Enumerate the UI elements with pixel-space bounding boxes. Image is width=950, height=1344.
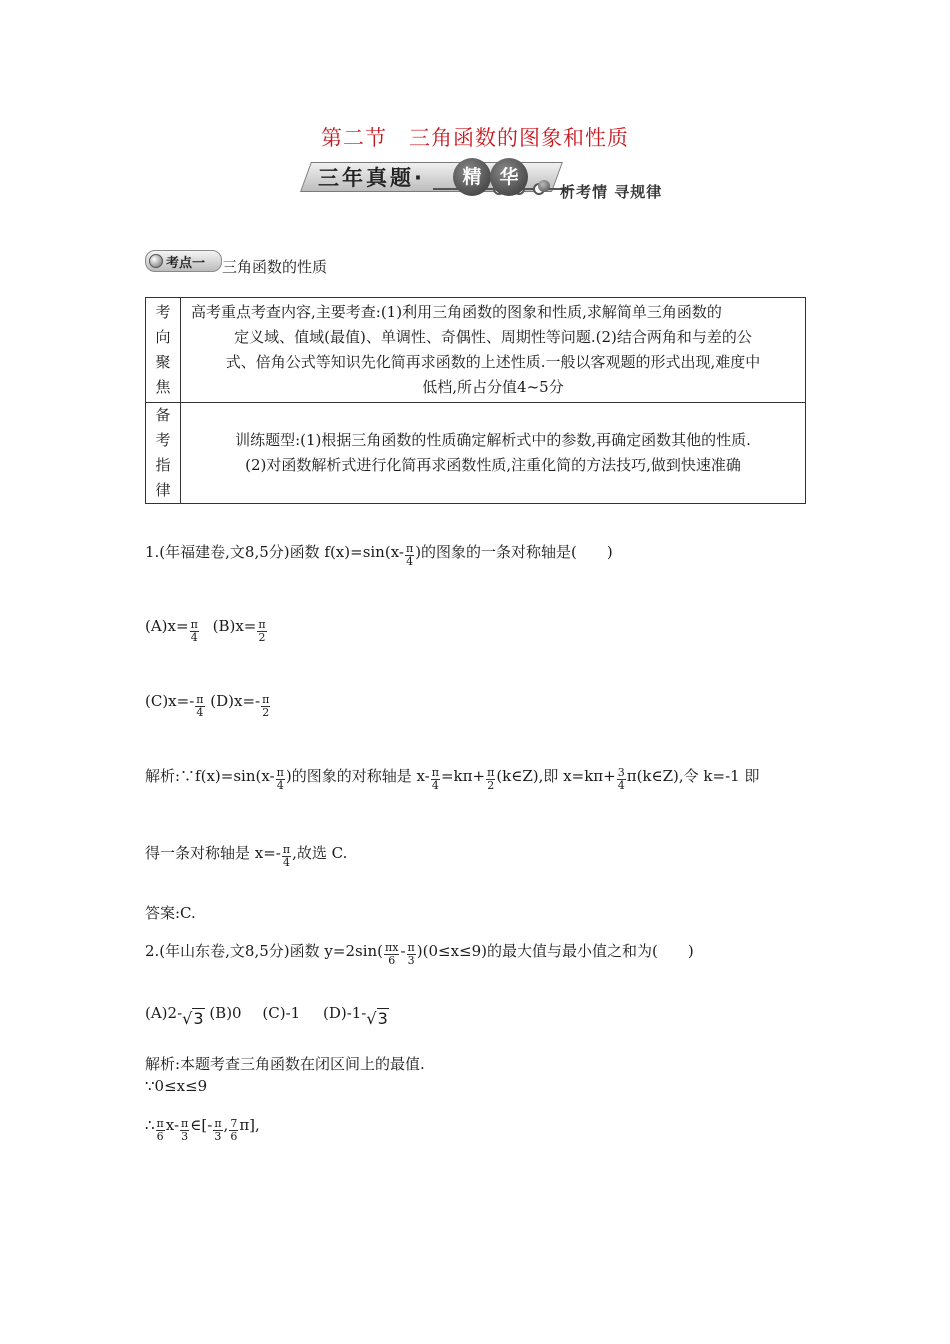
- kaodian-title: 三角函数的性质: [222, 258, 328, 276]
- q1-answer: 答案:C.: [145, 904, 196, 922]
- banner-bullet-icon: [538, 180, 550, 192]
- kaodian-badge: [145, 250, 222, 272]
- kaodian-badge-label: 考点一: [166, 256, 206, 271]
- row-head-beikao: 备 考 指 律: [146, 403, 181, 504]
- sqrt-symbol: √3: [182, 1009, 204, 1028]
- q1-options-cd: (C)x=- $\frac{\pi}{4}$ (D)x=- $\frac{\pi}{2}$: [145, 692, 270, 719]
- q1-solution-line1: 解析:∵f(x)=sin(x- $\frac{\pi}{4}$ )的图象的对称轴是 x- $\frac{\pi}{4}$ =kπ+ $\frac{\pi}{2}$ (k∈Z),即 x=kπ+ $\frac{3}{4}$ π(k∈Z),令 k=-1 即: [145, 766, 760, 792]
- disc-icon: [149, 254, 163, 268]
- q2-stem: 2.(年山东卷,文8,5分)函数 y=2sin( $\frac{\pi x}{6}$ - $\frac{\pi}{3}$ )(0≤x≤9)的最大值与最小值之和为( ): [145, 941, 694, 967]
- banner-main-text: 三年真题·: [318, 166, 425, 190]
- q2-solution-line1: 解析:本题考查三角函数在闭区间上的最值.: [145, 1055, 425, 1073]
- table-row: [146, 298, 806, 403]
- q2-options: (A)2-√3 (B)0 (C)-1 (D)-1-√3: [145, 1004, 388, 1028]
- row-head-kaoxiang: 考 向 聚 焦: [146, 298, 181, 403]
- q2-solution-line3: ∴ $\frac{\pi}{6}$ x- $\frac{\pi}{3}$ ∈[- $\frac{\pi}{3}$ , $\frac{7}{6}$ π],: [145, 1116, 260, 1143]
- sqrt-symbol: √3: [366, 1009, 388, 1028]
- row-body-kaoxiang: 高考重点考查内容,主要考查:(1)利用三角函数的图象和性质,求解简单三角函数的 定义域、值域(最值)、单调性、奇偶性、周期性等问题.(2)结合两角和与差的公 式、倍角公式等知识先化简再求函数的上述性质.一般以客观题的形式出现,难度中 低档,所占分值4~5分: [181, 298, 806, 403]
- q1-options-ab: (A)x= $\frac{\pi}{4}$ (B)x= $\frac{\pi}{2}$: [145, 617, 266, 644]
- q2-solution-line2: ∵0≤x≤9: [145, 1077, 208, 1095]
- row-body-beikao: 训练题型:(1)根据三角函数的性质确定解析式中的参数,再确定函数其他的性质. (2)对函数解析式进行化简再求函数性质,注重化简的方法技巧,做到快速准确: [181, 403, 806, 504]
- banner-subtitle: 析考情 寻规律: [560, 183, 663, 201]
- q1-stem: 1.(年福建卷,文8,5分)函数 f(x)=sin(x- $\frac{\pi}{4}$ )的图象的一条对称轴是( ): [145, 542, 613, 568]
- page-title: 第二节 三角函数的图象和性质: [321, 126, 629, 150]
- exam-info-table: [145, 297, 806, 504]
- section-banner: [300, 156, 680, 204]
- banner-circle-1: 精: [453, 158, 491, 196]
- table-row: [146, 403, 806, 504]
- q1-solution-line2: 得一条对称轴是 x=- $\frac{\pi}{4}$ ,故选 C.: [145, 843, 348, 869]
- banner-circle-2: 华: [490, 158, 528, 196]
